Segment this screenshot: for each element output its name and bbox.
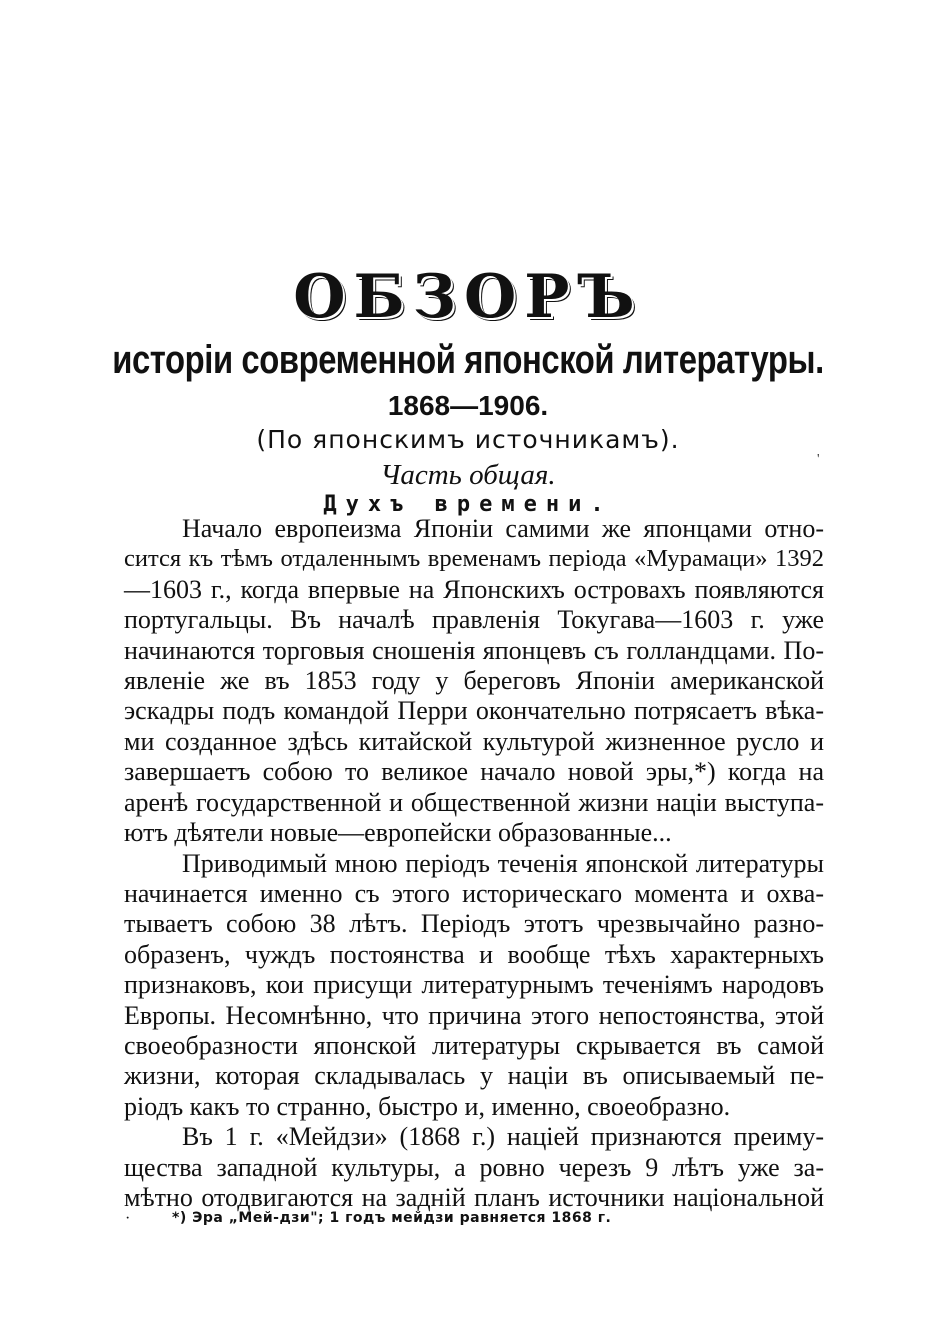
body-line: Приводимый мною періодъ теченія японской литературы xyxy=(182,849,824,878)
body-line: признаковъ, кои присущи литературнымъ теченіямъ народовъ xyxy=(124,970,824,999)
body-line: Европы. Несомнѣнно, что причина этого непостоянства, этой xyxy=(124,1001,824,1030)
body-line: эскадры подъ командой Перри окончательно потрясаетъ вѣка- xyxy=(124,696,824,725)
footnote: *) Эра „Мей-дзи"; 1 годъ мейдзи равняется 1868 г. xyxy=(172,1210,612,1226)
body-line: завершаетъ собою то великое начало новой эры,*) когда на xyxy=(124,757,824,786)
footnote-dot: · xyxy=(125,1210,131,1227)
body-line: Въ 1 г. «Мейдзи» (1868 г.) націей признаются преиму- xyxy=(182,1122,824,1151)
body-line: образенъ, чуждъ постоянства и вообще тѣхъ характерныхъ xyxy=(124,940,824,969)
body-line: щества западной культуры, а ровно черезъ 9 лѣтъ уже за- xyxy=(124,1153,824,1182)
stray-mark: ' xyxy=(817,452,820,467)
body-line: своеобразности японской литературы скрывается въ самой xyxy=(124,1031,824,1060)
body-line: Начало европеизма Японіи самими же японцами отно- xyxy=(182,514,824,543)
body-line: начинается именно съ этого историческаго момента и охва- xyxy=(124,879,824,908)
body-line: аренѣ государственной и общественной жизни націи выступа- xyxy=(124,788,824,817)
body-line: явленіе же въ 1853 году у береговъ Японіи американской xyxy=(124,666,824,695)
body-line: ріодъ какъ то странно, быстро и, именно, своеобразно. xyxy=(124,1092,731,1121)
year-range: 1868—1906. xyxy=(387,390,549,421)
body-line: —1603 г., когда впервые на Японскихъ островахъ появляются xyxy=(124,575,824,604)
page-subtitle: исторіи современной японской литературы. xyxy=(112,338,824,382)
body-line: начинаются торговыя сношенія японцевъ съ голландцами. По- xyxy=(124,636,824,665)
body-line: тываетъ собою 38 лѣтъ. Періодъ этотъ чрезвычайно разно- xyxy=(124,909,824,938)
sources-note: (По японскимъ источникамъ). xyxy=(256,425,680,454)
section-heading: Духъ времени. xyxy=(323,492,613,517)
body-line: жизни, которая складывалась у націи въ описываемый пе- xyxy=(124,1061,824,1090)
body-line: португальцы. Въ началѣ правленія Токугава—1603 г. уже xyxy=(124,605,824,634)
body-line: мѣтно отодвигаются на задній планъ источники національной xyxy=(124,1183,824,1212)
body-line: сится къ тѣмъ отдаленнымъ временамъ періода «Мурамаци» 1392 xyxy=(124,545,824,572)
page-title: ОБЗОРЪ xyxy=(293,262,643,332)
part-heading: Часть общая. xyxy=(380,459,556,491)
body-line: ютъ дѣятели новые—европейски образованные... xyxy=(124,818,672,847)
body-line: ми созданное здѣсь китайской культурой жизненное русло и xyxy=(124,727,824,756)
